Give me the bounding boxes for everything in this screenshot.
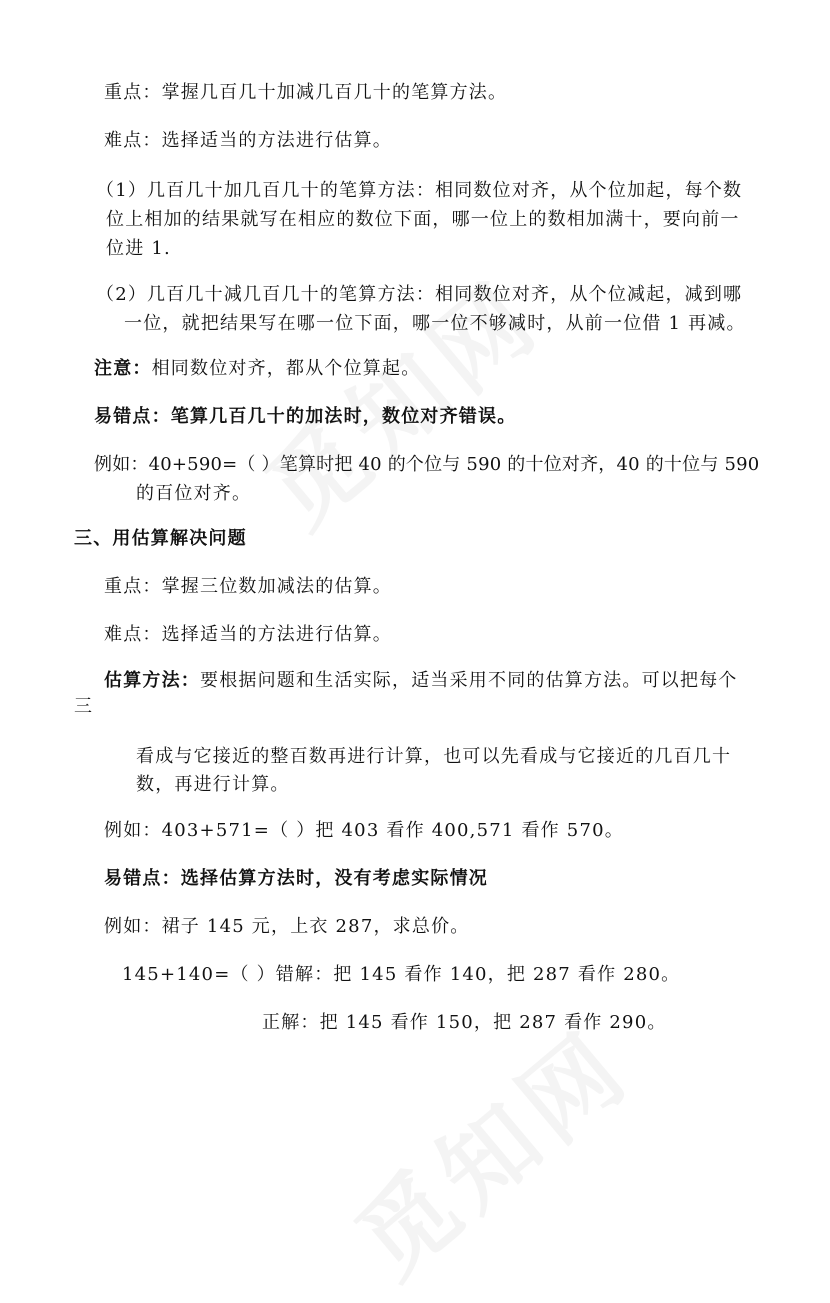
estimation-method-label: 估算方法： [104, 670, 200, 691]
estimation-error-line: 易错点：选择估算方法时，没有考虑实际情况 [104, 868, 488, 889]
watermark-bottom [323, 994, 655, 1303]
estimation-example-line: 例如：403+571=（ ）把 403 看作 400,571 看作 570。 [104, 820, 624, 841]
add-method-line-3: 位进 1. [106, 238, 171, 259]
estimation-method-text: 要根据问题和生活实际，适当采用不同的估算方法。可以把每个 [200, 670, 738, 691]
sub-method-line-1: （2）几百几十减几百几十的笔算方法：相同数位对齐，从个位减起，减到哪 [96, 284, 743, 305]
example-line-1: 例如：40+590=（ ）笔算时把 40 的个位与 590 的十位对齐，40 的十位与 590 [94, 454, 760, 475]
estimation-difficulty-line: 难点：选择适当的方法进行估算。 [104, 624, 392, 645]
note-label: 注意： [94, 358, 152, 379]
estimation-cont-line-1: 看成与它接近的整百数再进行计算，也可以先看成与它接近的几百几十 [136, 746, 732, 767]
sub-method-line-2: 一位，就把结果写在哪一位下面，哪一位不够减时，从前一位借 1 再减。 [124, 313, 746, 334]
section-heading: 三、用估算解决问题 [74, 528, 247, 549]
estimation-cont-line-2: 数，再进行计算。 [136, 774, 290, 795]
add-method-line-1: （1）几百几十加几百几十的笔算方法：相同数位对齐，从个位加起，每个数 [96, 180, 743, 201]
error-point-line: 易错点：笔算几百几十的加法时，数位对齐错误。 [94, 406, 517, 427]
correct-solution-line: 正解：把 145 看作 150，把 287 看作 290。 [262, 1012, 667, 1033]
note-text: 相同数位对齐，都从个位算起。 [151, 358, 421, 379]
note-line [94, 356, 420, 382]
estimation-focus-line: 重点：掌握三位数加减法的估算。 [104, 576, 392, 597]
difficulty-line: 难点：选择适当的方法进行估算。 [104, 130, 392, 151]
add-method-line-2: 位上相加的结果就写在相应的数位下面，哪一位上的数相加满十，要向前一 [106, 209, 740, 230]
estimation-method-line [104, 668, 738, 694]
example-line-2: 的百位对齐。 [136, 483, 252, 504]
estimation-orphan-char: 三 [74, 696, 94, 717]
estimation-example2-line: 例如：裙子 145 元，上衣 287，求总价。 [104, 916, 470, 937]
focus-line: 重点：掌握几百几十加减几百几十的笔算方法。 [104, 82, 508, 103]
wrong-solution-line: 145+140=（ ）错解：把 145 看作 140，把 287 看作 280。 [122, 964, 681, 985]
